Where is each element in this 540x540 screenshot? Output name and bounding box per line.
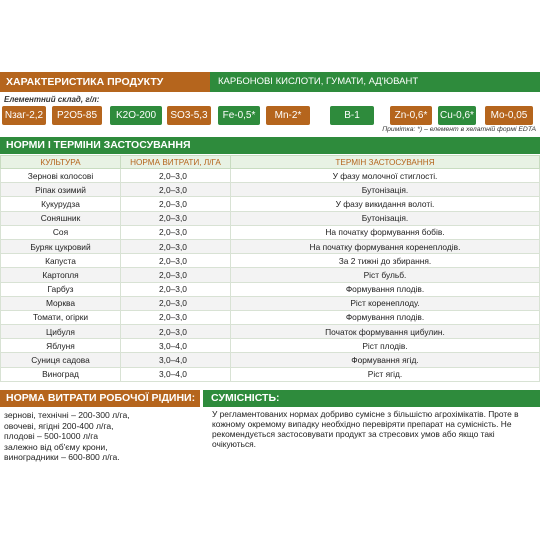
working-fluid-line: овочеві, ягідні 200-400 л/га,	[4, 420, 114, 431]
table-row	[1, 239, 540, 253]
crop-cell: Капуста	[1, 254, 121, 268]
norms-table-header	[1, 156, 540, 169]
working-fluid-line: залежно від об'єму крони,	[4, 441, 108, 452]
rate-cell: 3,0–4,0	[121, 353, 231, 367]
norms-title: НОРМИ І ТЕРМІНИ ЗАСТОСУВАННЯ	[0, 137, 540, 154]
product-header	[0, 72, 540, 92]
composition-chip: Zn-0,6*	[390, 106, 432, 125]
composition-chip: Mo-0,05	[485, 106, 533, 125]
rate-cell: 2,0–3,0	[121, 310, 231, 324]
rate-cell: 2,0–3,0	[121, 211, 231, 225]
working-fluid-line: плодові – 500-1000 л/га	[4, 431, 99, 442]
composition-label: Елементний склад, г/л:	[4, 95, 100, 104]
rate-cell: 2,0–3,0	[121, 183, 231, 197]
compatibility-title: СУМІСНІСТЬ:	[203, 390, 540, 407]
timing-cell: Формування ягід.	[231, 353, 540, 367]
table-row	[1, 325, 540, 339]
crop-cell: Гарбуз	[1, 282, 121, 296]
composition-chips	[0, 106, 540, 126]
compatibility-text: У регламентованих нормах добриво сумісне з більшістю агрохімікатів. Проте в кожному окремому випадку необхідно перевіряти препарат на сумісність. Не рекомендується застосовувати продукт за стресових умов або якщо такі очікуються.	[212, 409, 519, 449]
rate-cell: 2,0–3,0	[121, 239, 231, 253]
timing-cell: Формування плодів.	[231, 310, 540, 324]
crop-cell: Яблуня	[1, 339, 121, 353]
column-header-crop: КУЛЬТУРА	[1, 156, 121, 169]
rate-cell: 2,0–3,0	[121, 325, 231, 339]
table-row	[1, 296, 540, 310]
rate-cell: 2,0–3,0	[121, 282, 231, 296]
composition-chip: Fe-0,5*	[218, 106, 260, 125]
composition-chip: SO3-5,3	[167, 106, 211, 125]
working-fluid-line: зернові, технічні – 200-300 л/га,	[4, 410, 130, 420]
rate-cell: 2,0–3,0	[121, 169, 231, 183]
timing-cell: У фазу молочної стиглості.	[231, 169, 540, 183]
timing-cell: Формування плодів.	[231, 282, 540, 296]
table-row	[1, 197, 540, 211]
rate-cell: 2,0–3,0	[121, 296, 231, 310]
crop-cell: Виноград	[1, 367, 121, 381]
timing-cell: Початок формування цибулин.	[231, 325, 540, 339]
crop-cell: Кукурудза	[1, 197, 121, 211]
composition-note: Примітка: *) – елемент в хелатній формі EDTA	[382, 126, 536, 133]
composition-chip: Nзаг-2,2	[2, 106, 46, 125]
rate-cell: 2,0–3,0	[121, 254, 231, 268]
rate-cell: 3,0–4,0	[121, 367, 231, 381]
composition-chip: K2O-200	[110, 106, 162, 125]
column-header-timing: ТЕРМІН ЗАСТОСУВАННЯ	[231, 156, 540, 169]
table-row	[1, 339, 540, 353]
table-row	[1, 310, 540, 324]
product-header-subtitle: КАРБОНОВІ КИСЛОТИ, ГУМАТИ, АД'ЮВАНТ	[210, 72, 540, 92]
table-row	[1, 254, 540, 268]
crop-cell: Цибуля	[1, 325, 121, 339]
norms-table	[0, 155, 540, 382]
crop-cell: Морква	[1, 296, 121, 310]
rate-cell: 2,0–3,0	[121, 225, 231, 239]
working-fluid-rates	[4, 410, 204, 463]
crop-cell: Буряк цукровий	[1, 239, 121, 253]
table-row	[1, 211, 540, 225]
timing-cell: На початку формування коренеплодів.	[231, 239, 540, 253]
working-fluid-line: виноградники – 600-800 л/га.	[4, 452, 120, 463]
composition-chip: P2O5-85	[52, 106, 102, 125]
timing-cell: Бутонізація.	[231, 211, 540, 225]
timing-cell: Ріст ягід.	[231, 367, 540, 381]
crop-cell: Томати, огірки	[1, 310, 121, 324]
crop-cell: Соняшник	[1, 211, 121, 225]
rate-cell: 2,0–3,0	[121, 268, 231, 282]
timing-cell: Бутонізація.	[231, 183, 540, 197]
crop-cell: Соя	[1, 225, 121, 239]
table-row	[1, 169, 540, 183]
table-row	[1, 367, 540, 381]
timing-cell: Ріст коренеплоду.	[231, 296, 540, 310]
timing-cell: Ріст плодів.	[231, 339, 540, 353]
composition-chip: Cu-0,6*	[438, 106, 476, 125]
rate-cell: 3,0–4,0	[121, 339, 231, 353]
composition-chip: Mn-2*	[266, 106, 310, 125]
timing-cell: За 2 тижні до збирання.	[231, 254, 540, 268]
working-fluid-title: НОРМА ВИТРАТИ РОБОЧОЇ РІДИНИ:	[0, 390, 200, 407]
crop-cell: Ріпак озимий	[1, 183, 121, 197]
rate-cell: 2,0–3,0	[121, 197, 231, 211]
column-header-rate: НОРМА ВИТРАТИ, Л/ГА	[121, 156, 231, 169]
crop-cell: Зернові колосові	[1, 169, 121, 183]
table-row	[1, 268, 540, 282]
timing-cell: На початку формування бобів.	[231, 225, 540, 239]
composition-chip: B-1	[330, 106, 374, 125]
product-header-title: ХАРАКТЕРИСТИКА ПРОДУКТУ	[0, 72, 210, 92]
table-row	[1, 282, 540, 296]
table-row	[1, 353, 540, 367]
table-row	[1, 183, 540, 197]
timing-cell: Ріст бульб.	[231, 268, 540, 282]
crop-cell: Картопля	[1, 268, 121, 282]
table-row	[1, 225, 540, 239]
timing-cell: У фазу викидання волоті.	[231, 197, 540, 211]
crop-cell: Суниця садова	[1, 353, 121, 367]
